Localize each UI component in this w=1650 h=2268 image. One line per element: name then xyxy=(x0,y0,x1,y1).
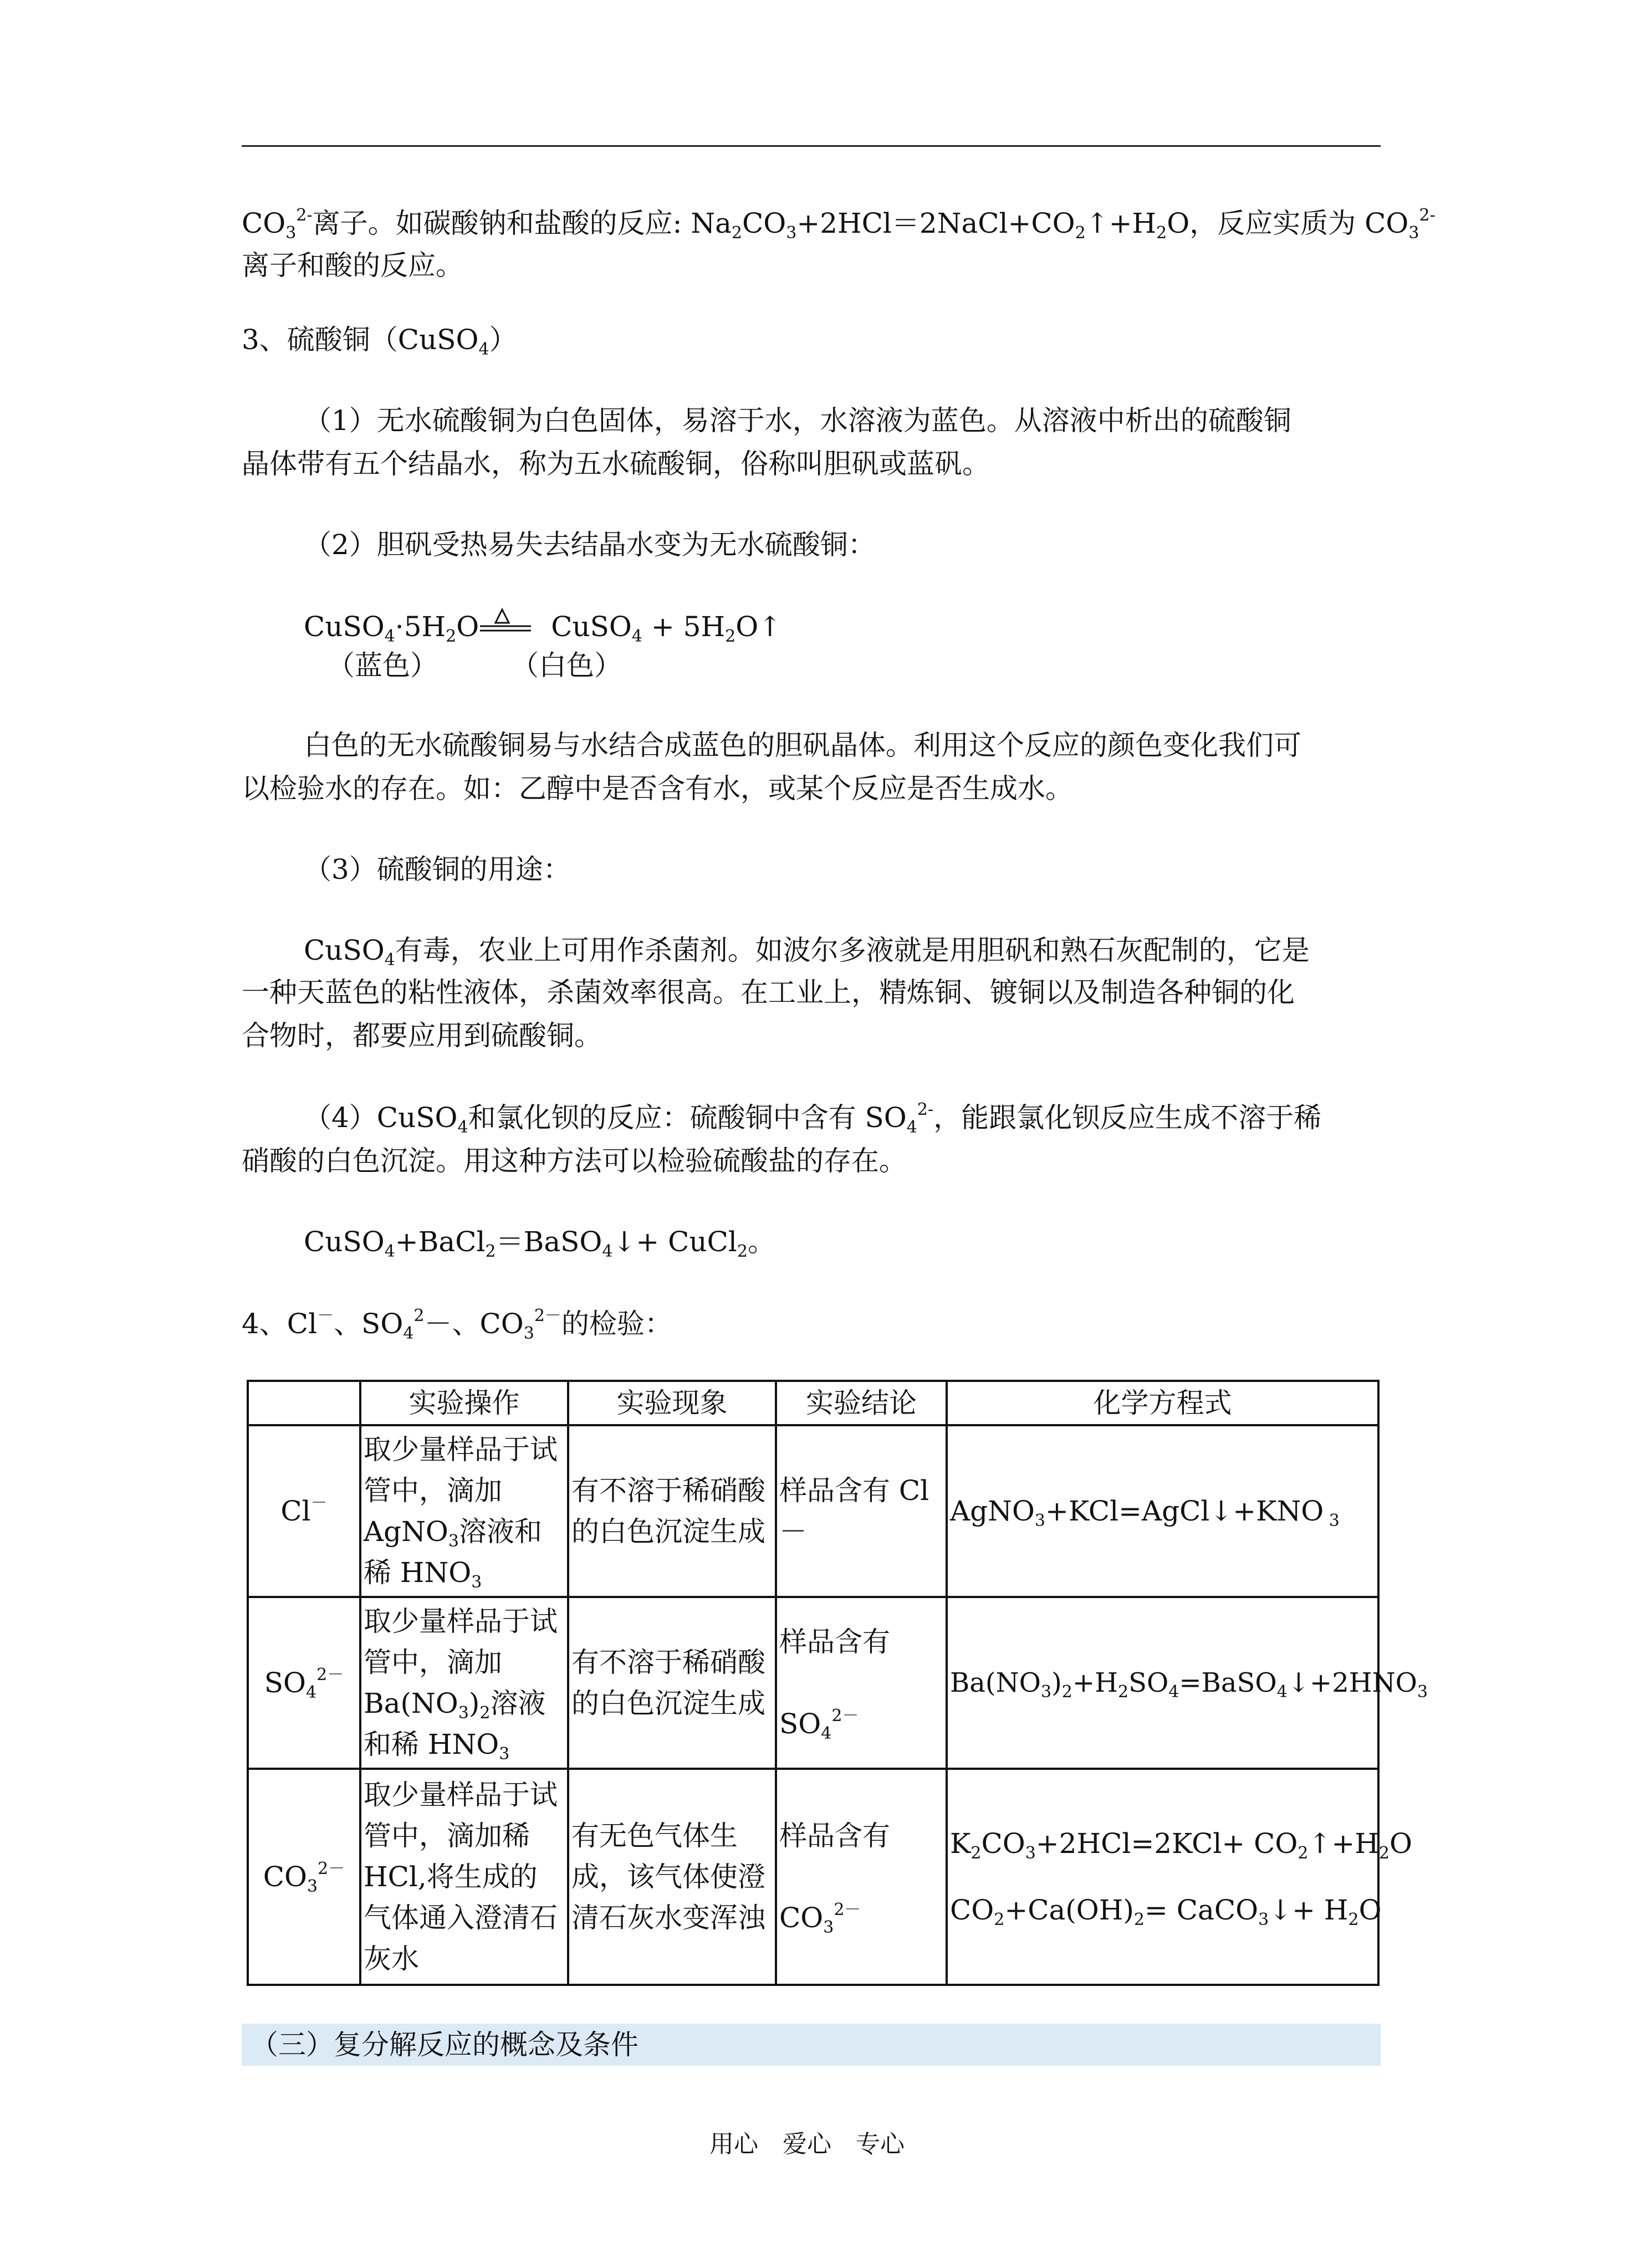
ion-test-table xyxy=(247,1380,1428,1986)
table-header-cell: 实验结论 xyxy=(776,1381,947,1425)
paragraph-use-line2: 一种天蓝色的粘性液体，杀菌效率很高。在工业上，精炼铜、镀铜以及制造各种铜的化 xyxy=(242,976,1295,1008)
paragraph-carbonate: $CO_3^{2-}$离子。如碳酸钠和盐酸的反应: $Na_2CO_3+2HCl=2NaCl+CO_2↑+H_2O$，反应实质为 $CO_3^{2-}$ xyxy=(242,206,1436,243)
ion-cell: $SO_4^{2-}$ xyxy=(248,1597,360,1769)
page-footer: 用心 爱心 专心 xyxy=(709,2130,905,2158)
table-header-cell xyxy=(248,1381,360,1425)
table-row xyxy=(248,1425,1378,1597)
label-white: （白色） xyxy=(511,649,622,682)
paragraph-3-2: （2）胆矾受热易失去结晶水变为无水硫酸铜： xyxy=(304,529,876,561)
operation-cell: 取少量样品于试管中，滴加AgNO$_3$溶液和稀 $HNO_3$ xyxy=(360,1425,568,1597)
table-header-cell: 化学方程式 xyxy=(947,1381,1378,1425)
paragraph-carbonate-line2: 离子和酸的反应。 xyxy=(242,249,463,281)
label-blue: （蓝色） xyxy=(327,649,438,682)
equation-cell: $Ba(NO_3)_2+H_2SO_4=BaSO_4↓+2HNO_3$ xyxy=(947,1597,1378,1769)
phenomenon-cell: 有无色气体生成，该气体使澄清石灰水变浑浊 xyxy=(568,1769,776,1985)
paragraph-3-3: （3）硫酸铜的用途： xyxy=(304,853,571,885)
heading-copper-sulfate: 3、硫酸铜（CuSO$_4$） xyxy=(242,324,517,359)
heat-equals-sign xyxy=(479,615,532,643)
conclusion-cell: 样品含有 $SO_4^{2-}$ xyxy=(776,1597,947,1769)
heading-ion-tests: 4、Cl－、$SO_4^2-$、$CO_3^{2-}$的检验： xyxy=(242,1306,672,1343)
paragraph-3-1-line1: （1）无水硫酸铜为白色固体，易溶于水，水溶液为蓝色。从溶液中析出的硫酸铜 xyxy=(304,405,1291,437)
equation-cell xyxy=(947,1769,1412,1985)
phenomenon-cell: 有不溶于稀硝酸的白色沉淀生成 xyxy=(568,1425,776,1597)
paragraph-use-line3: 合物时，都要应用到硫酸铜。 xyxy=(242,1020,602,1052)
paragraph-3-1-line2: 晶体带有五个结晶水，称为五水硫酸铜，俗称叫胆矾或蓝矾。 xyxy=(242,448,990,480)
table-header-cell: 实验现象 xyxy=(568,1381,776,1425)
section-heading: （三）复分解反应的概念及条件 xyxy=(251,2029,638,2061)
conclusion-cell: 样品含有 $CO_3^{2-}$ xyxy=(776,1769,947,1985)
equation-cell: AgNO$_3$+KCl=AgCl↓+KNO $_3$ xyxy=(947,1425,1378,1597)
phenomenon-cell: 有不溶于稀硝酸的白色沉淀生成 xyxy=(568,1597,776,1769)
conclusion-cell: 样品含有 Cl － xyxy=(776,1425,947,1597)
ion-cell: $CO_3^{2-}$ xyxy=(248,1769,360,1985)
ion-cell: Cl－ xyxy=(248,1425,360,1597)
equation-line: $CO_2+Ca(OH)_2=$ CaCO$_3$↓+ $H_2O$ xyxy=(950,1894,1382,1929)
equation-line: $K_2CO_3+2HCl=2KCl+$ $CO_2↑+H_2O$ xyxy=(950,1827,1412,1863)
operation-cell: 取少量样品于试管中，滴加$Ba(NO_3)_2$溶液和稀 $HNO_3$ xyxy=(360,1597,568,1769)
paragraph-3-4-line1: （4）CuSO$_4$和氯化钡的反应：硫酸铜中含有 $SO_4^{2-}$，能跟氯化钡反应生成不溶于稀 xyxy=(304,1100,1322,1137)
paragraph-white-line1: 白色的无水硫酸铜易与水结合成蓝色的胆矾晶体。利用这个反应的颜色变化我们可 xyxy=(304,729,1301,761)
table-row xyxy=(248,1769,1378,1985)
table-row xyxy=(248,1597,1378,1769)
paragraph-use-line1: CuSO$_4$有毒，农业上可用作杀菌剂。如波尔多液就是用胆矾和熟石灰配制的，它是 xyxy=(304,934,1310,970)
equation-barium: CuSO$_4$+BaCl$_2$＝BaSO$_4$↓+ CuCl$_2$。 xyxy=(304,1226,775,1261)
equation-dehydration: $CuSO_4\cdot 5H_2O$ CuSO$_4$ + $5H_2O↑$ xyxy=(304,611,782,646)
table-header-cell: 实验操作 xyxy=(360,1381,568,1425)
table-header-row xyxy=(248,1381,1378,1425)
operation-cell: 取少量样品于试管中，滴加稀HCl,将生成的气体通入澄清石灰水 xyxy=(360,1769,568,1985)
header-rule xyxy=(242,145,1381,147)
paragraph-3-4-line2: 硝酸的白色沉淀。用这种方法可以检验硫酸盐的存在。 xyxy=(242,1145,907,1177)
paragraph-white-line2: 以检验水的存在。如：乙醇中是否含有水，或某个反应是否生成水。 xyxy=(242,772,1073,805)
